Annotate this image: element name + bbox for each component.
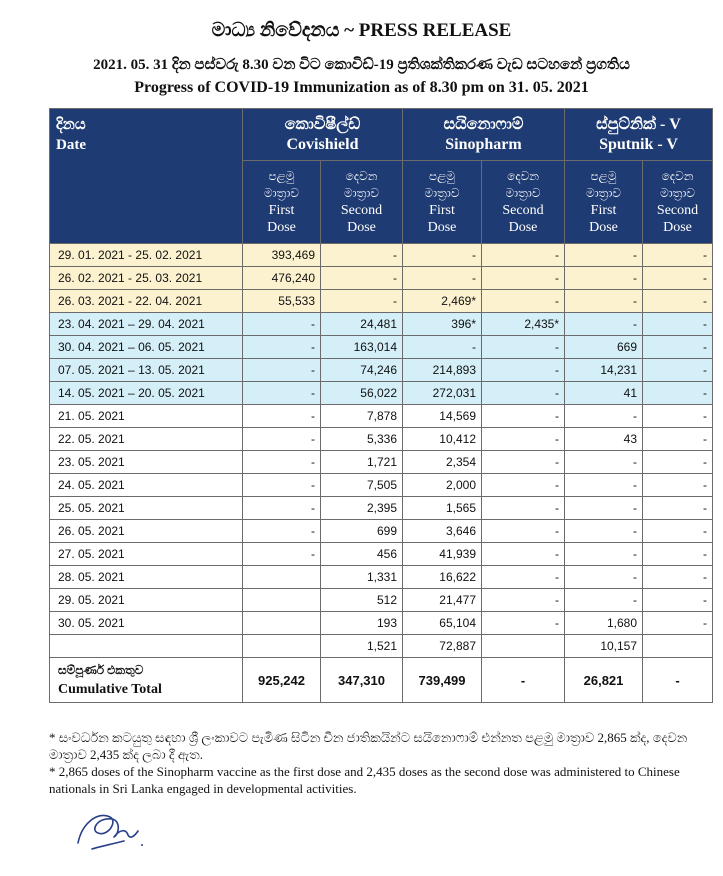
dose-count-cell: 10,412 [403,428,482,451]
first-dose-header [403,161,482,244]
table-row [50,635,713,658]
dose-count-cell: - [565,497,643,520]
dose-label: First [429,203,455,218]
date-cell: 22. 05. 2021 [50,428,243,451]
dose-label: මාත්‍රාව [505,186,541,200]
dose-count-cell: 21,477 [403,589,482,612]
dose-label: මාත්‍රාව [344,186,379,200]
table-row [50,520,713,543]
dose-count-cell: - [565,244,643,267]
table-row [50,566,713,589]
date-header-sinhala: දිනය [56,117,86,133]
cumulative-total-row [50,658,713,703]
dose-count-cell: - [482,359,565,382]
dose-count-cell: 456 [321,543,403,566]
dose-count-cell: - [243,359,321,382]
dose-count-cell: - [643,382,713,405]
dose-count-cell: 24,481 [321,313,403,336]
dose-count-cell [243,566,321,589]
date-cell: 26. 03. 2021 - 22. 04. 2021 [50,290,243,313]
dose-count-cell: - [643,244,713,267]
vaccine-name-sinhala: කොවිෂීල්ඩ් [284,115,361,133]
dose-label: First [590,203,617,218]
table-row [50,313,713,336]
dose-count-cell: 512 [321,589,403,612]
dose-count-cell: - [482,290,565,313]
dose-count-cell: 1,680 [565,612,643,635]
dose-count-cell: 2,469* [403,290,482,313]
date-cell: 07. 05. 2021 – 13. 05. 2021 [50,359,243,382]
total-label-sinhala: සම්පූර්ණ එකතුව [58,663,144,677]
date-cell: 26. 05. 2021 [50,520,243,543]
dose-count-cell: 2,395 [321,497,403,520]
dose-count-cell: - [643,428,713,451]
dose-count-cell: - [403,244,482,267]
dose-count-cell: - [643,589,713,612]
date-column-header [50,109,243,244]
table-row [50,290,713,313]
dose-count-cell: - [643,474,713,497]
dose-count-cell: 7,505 [321,474,403,497]
second-dose-header [482,161,565,244]
dose-count-cell: - [243,497,321,520]
table-row [50,336,713,359]
dose-count-cell: - [482,589,565,612]
dose-count-cell: 669 [565,336,643,359]
dose-count-cell [482,635,565,658]
dose-count-cell: - [482,520,565,543]
table-row [50,612,713,635]
dose-count-cell: - [565,543,643,566]
signature-image [68,803,158,855]
dose-count-cell: - [565,267,643,290]
dose-count-cell: 163,014 [321,336,403,359]
total-cell: 739,499 [403,658,482,703]
dose-count-cell: 2,435* [482,313,565,336]
table-row [50,497,713,520]
dose-count-cell: 43 [565,428,643,451]
dose-count-cell: - [403,336,482,359]
dose-count-cell: - [243,405,321,428]
table-row [50,543,713,566]
dose-count-cell: 7,878 [321,405,403,428]
dose-label: Dose [663,220,692,235]
dose-label: මාත්‍රාව [660,186,695,200]
total-label-english: Cumulative Total [58,682,162,697]
date-cell: 25. 05. 2021 [50,497,243,520]
first-dose-header [565,161,643,244]
total-cell: 347,310 [321,658,403,703]
cumulative-total-label [50,658,243,703]
dose-label: පළමු [268,169,295,183]
subtitle-english: Progress of COVID-19 Immunization as of 8.30 pm on 31. 05. 2021 [134,79,589,96]
dose-label: Dose [427,220,457,235]
dose-count-cell: 699 [321,520,403,543]
dose-count-cell [243,612,321,635]
dose-label: පළමු [429,169,455,183]
dose-count-cell: - [643,612,713,635]
dose-count-cell: - [482,474,565,497]
dose-label: First [268,203,295,218]
dose-label: පළමු [590,169,617,183]
dose-count-cell: 41,939 [403,543,482,566]
dose-count-cell: - [243,520,321,543]
dose-count-cell: - [482,566,565,589]
dose-count-cell: - [243,382,321,405]
dose-count-cell: 14,569 [403,405,482,428]
dose-count-cell: - [403,267,482,290]
table-row [50,451,713,474]
dose-count-cell: 214,893 [403,359,482,382]
second-dose-header [643,161,713,244]
dose-count-cell: - [565,474,643,497]
vaccine-header-sputnik [565,109,713,161]
dose-count-cell: - [482,497,565,520]
table-row [50,359,713,382]
dose-count-cell: - [643,267,713,290]
date-cell: 21. 05. 2021 [50,405,243,428]
date-cell: 27. 05. 2021 [50,543,243,566]
dose-count-cell: 55,533 [243,290,321,313]
dose-count-cell: 1,565 [403,497,482,520]
dose-count-cell: - [643,566,713,589]
dose-count-cell: - [321,244,403,267]
dose-count-cell: - [243,336,321,359]
date-cell: 29. 01. 2021 - 25. 02. 2021 [50,244,243,267]
table-row [50,589,713,612]
dose-label: Dose [589,220,618,235]
dose-count-cell [643,635,713,658]
table-row [50,474,713,497]
dose-count-cell: 3,646 [403,520,482,543]
dose-count-cell: 2,354 [403,451,482,474]
date-cell: 23. 04. 2021 – 29. 04. 2021 [50,313,243,336]
dose-count-cell: 1,721 [321,451,403,474]
first-dose-header [243,161,321,244]
dose-count-cell: - [482,428,565,451]
subtitle-sinhala: 2021. 05. 31 දින පස්වරු 8.30 වන විට කොවිඩ්-19 ප්‍රතිශක්තිකරණ වැඩ සටහනේ ප්‍රගතිය [93,57,630,73]
dose-label: දෙවන [345,169,378,183]
date-cell: 23. 05. 2021 [50,451,243,474]
dose-count-cell: 476,240 [243,267,321,290]
dose-label: Dose [347,220,376,235]
dose-label: Second [340,203,383,218]
dose-count-cell: - [482,451,565,474]
table-body [50,244,713,703]
dose-count-cell: - [565,520,643,543]
dose-label: Dose [508,220,538,235]
dose-count-cell: 14,231 [565,359,643,382]
dose-count-cell: 2,000 [403,474,482,497]
dose-count-cell: - [482,612,565,635]
dose-count-cell: - [565,589,643,612]
table-row [50,267,713,290]
dose-label: Second [502,203,544,218]
dose-label: දෙවන [661,169,694,183]
dose-count-cell: - [643,405,713,428]
total-cell: - [482,658,565,703]
press-release-title: මාධ්‍ය නිවේදනය ~ PRESS RELEASE [211,20,512,41]
dose-count-cell: - [643,520,713,543]
dose-count-cell: 1,331 [321,566,403,589]
dose-count-cell: 41 [565,382,643,405]
footnote-sinhala: * සංවර්ධන කටයුතු සඳහා ශ්‍රී ලංකාවට පැමිණ සිටින චීන ජාතිකයින්ට සයිනොෆාම් එන්නත පළමු මාත්‍රාව 2,865 ක්ද, දෙවන මාත්‍රාව 2,435 ක්ද ලබා දී ඇත. [49,730,688,762]
total-cell: 925,242 [243,658,321,703]
dose-count-cell: - [482,543,565,566]
dose-count-cell: 193 [321,612,403,635]
dose-count-cell: 10,157 [565,635,643,658]
dose-label: Dose [267,220,296,235]
dose-count-cell: - [321,267,403,290]
dose-count-cell: - [243,474,321,497]
dose-count-cell: 16,622 [403,566,482,589]
dose-count-cell: 72,887 [403,635,482,658]
dose-count-cell: - [643,336,713,359]
dose-count-cell: - [482,336,565,359]
dose-count-cell: - [482,244,565,267]
dose-count-cell: - [643,290,713,313]
table-row [50,244,713,267]
dose-count-cell: - [565,313,643,336]
dose-count-cell: - [243,313,321,336]
dose-count-cell: 393,469 [243,244,321,267]
dose-label: දෙවන [507,169,539,183]
vaccine-name-english: Covishield [286,135,359,153]
dose-count-cell: - [243,543,321,566]
footnote-english: * 2,865 doses of the Sinopharm vaccine as the first dose and 2,435 doses as the second dose was administered to Chinese nationals in Sri Lanka engaged in developmental activities. [49,764,680,796]
dose-count-cell: - [482,267,565,290]
dose-count-cell: 74,246 [321,359,403,382]
second-dose-header [321,161,403,244]
dose-label: මාත්‍රාව [586,186,621,200]
vaccine-name-english: Sinopharm [445,135,522,153]
footnotes [49,729,709,797]
dose-count-cell: - [482,382,565,405]
table-row [50,382,713,405]
dose-count-cell: - [243,428,321,451]
dose-count-cell: - [643,497,713,520]
dose-count-cell: - [565,405,643,428]
dose-label: මාත්‍රාව [264,186,299,200]
dose-count-cell: - [643,359,713,382]
total-cell: 26,821 [565,658,643,703]
date-cell [50,635,243,658]
dose-count-cell: - [243,451,321,474]
dose-count-cell: - [643,451,713,474]
dose-count-cell: - [565,451,643,474]
dose-count-cell [243,635,321,658]
date-cell: 30. 04. 2021 – 06. 05. 2021 [50,336,243,359]
total-cell: - [643,658,713,703]
date-header-english: Date [56,137,86,153]
dose-count-cell: - [643,543,713,566]
dose-count-cell: 1,521 [321,635,403,658]
vaccine-header-sinopharm [403,109,565,161]
dose-count-cell: - [643,313,713,336]
table-row [50,428,713,451]
dose-count-cell: - [321,290,403,313]
dose-count-cell: - [565,566,643,589]
date-cell: 14. 05. 2021 – 20. 05. 2021 [50,382,243,405]
date-cell: 26. 02. 2021 - 25. 03. 2021 [50,267,243,290]
dose-count-cell: 65,104 [403,612,482,635]
dose-count-cell: 5,336 [321,428,403,451]
vaccine-name-sinhala: සයිනොෆාම් [443,115,524,133]
dose-count-cell: - [482,405,565,428]
date-cell: 30. 05. 2021 [50,612,243,635]
table-row [50,405,713,428]
immunization-table [49,108,713,703]
vaccine-name-english: Sputnik - V [599,135,678,153]
dose-count-cell: 396* [403,313,482,336]
date-cell: 29. 05. 2021 [50,589,243,612]
date-cell: 28. 05. 2021 [50,566,243,589]
vaccine-name-sinhala: ස්පුට්නික් - V [596,115,681,133]
date-cell: 24. 05. 2021 [50,474,243,497]
dose-count-cell: 56,022 [321,382,403,405]
dose-count-cell: - [565,290,643,313]
dose-count-cell [243,589,321,612]
dose-label: Second [656,203,699,218]
dose-count-cell: 272,031 [403,382,482,405]
vaccine-header-covishield [243,109,403,161]
dose-label: මාත්‍රාව [424,186,460,200]
